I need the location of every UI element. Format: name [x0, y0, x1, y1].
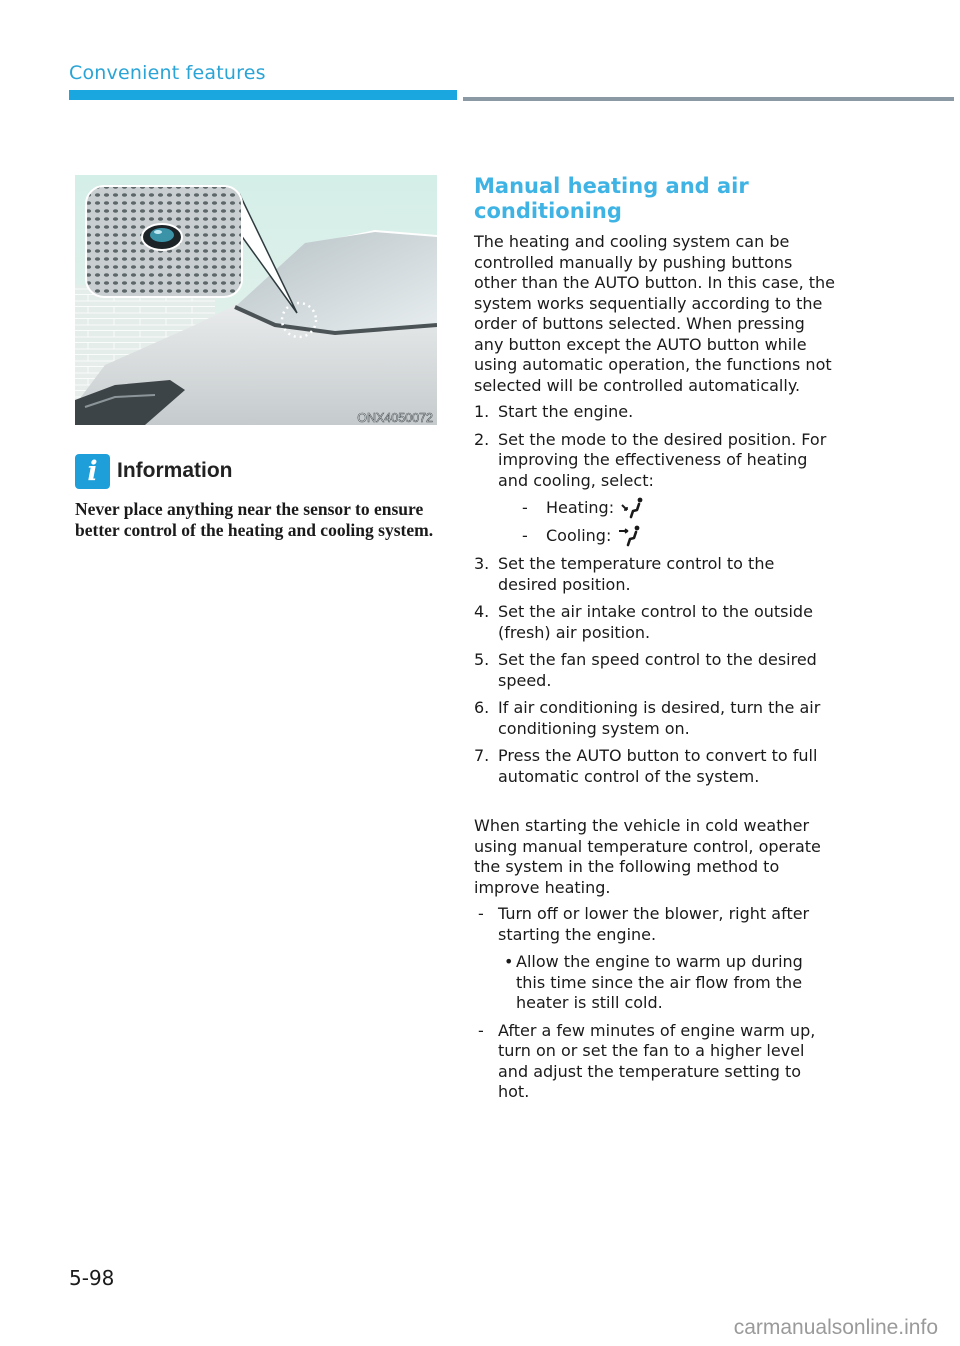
step-text: If air conditioning is desired, turn the air conditioning system on. [498, 698, 821, 738]
watermark: carmanualsonline.info [733, 1316, 938, 1339]
sensor-location-illustration [75, 175, 437, 425]
header-rule-gray [463, 97, 954, 101]
step-number: 4. [474, 602, 490, 621]
cold-weather-item [474, 904, 836, 1014]
manual-section-title: Manual heating and air conditioning [474, 174, 749, 223]
step-number: 2. [474, 429, 490, 449]
cold-weather-intro: When starting the vehicle in cold weather using manual temperature control, operate the system in the following method to improve heating. [474, 816, 821, 897]
cold-weather-item [474, 1021, 836, 1103]
step-item [474, 698, 836, 739]
sub-option-heating [498, 497, 836, 519]
bullet-glyph: • [504, 952, 514, 971]
sub-label: Heating: [546, 498, 615, 517]
step-item [474, 746, 836, 787]
step-item [474, 430, 836, 548]
step-number: 6. [474, 698, 490, 717]
step-text: Set the air intake control to the outside (fresh) air position. [498, 602, 813, 642]
item-text: Turn off or lower the blower, right after starting the engine. [498, 904, 810, 944]
manual-section [474, 174, 836, 1110]
figure-caption-code: ONX4050072 [357, 411, 433, 425]
floor-vent-mode-icon [620, 497, 646, 519]
steps-list [474, 402, 836, 787]
item-dash: - [478, 1020, 484, 1040]
cold-weather-bullet [498, 952, 836, 1014]
manual-intro: The heating and cooling system can be controlled manually by pushing buttons other than the AUTO button. In this case, the system works sequentially according to the order of buttons selected. When pressing any button except the AUTO button while using automatic operation, the functions not selected will be controlled automatically. [474, 232, 835, 395]
bullet-text: Allow the engine to warm up during this time since the air flow from the heater is still cold. [516, 952, 803, 1012]
sub-dash: - [522, 498, 528, 517]
step-text: Press the AUTO button to convert to full automatic control of the system. [498, 746, 818, 786]
sub-option-cooling [498, 525, 836, 547]
information-box [75, 453, 437, 541]
step-number: 3. [474, 554, 490, 573]
step-number: 5. [474, 650, 490, 669]
step-item [474, 554, 836, 595]
sub-dash: - [522, 526, 528, 545]
information-text: Never place anything near the sensor to ensure better control of the heating and cooling system. [75, 499, 434, 540]
section-header-title: Convenient features [69, 62, 266, 84]
step-text: Set the fan speed control to the desired speed. [498, 650, 817, 690]
cold-weather-list [474, 904, 836, 1103]
item-dash: - [478, 904, 484, 923]
face-vent-mode-icon [617, 525, 643, 547]
info-icon: i [75, 454, 110, 489]
information-title: Information [117, 459, 233, 482]
step-text: Start the engine. [498, 402, 634, 421]
step-number: 1. [474, 402, 490, 421]
step-number: 7. [474, 746, 490, 765]
step-text: Set the mode to the desired position. For improving the effectiveness of heating and cooling, select: [498, 429, 827, 490]
sub-label: Cooling: [546, 526, 612, 545]
item-text: After a few minutes of engine warm up, turn on or set the fan to a higher level and adjust the temperature setting to hot. [498, 1020, 816, 1101]
header-rule-accent [69, 90, 457, 100]
page-number: 5-98 [69, 1266, 115, 1290]
step-item [474, 650, 836, 691]
step-text: Set the temperature control to the desired position. [498, 554, 775, 594]
step-item [474, 402, 836, 423]
step-item [474, 602, 836, 643]
